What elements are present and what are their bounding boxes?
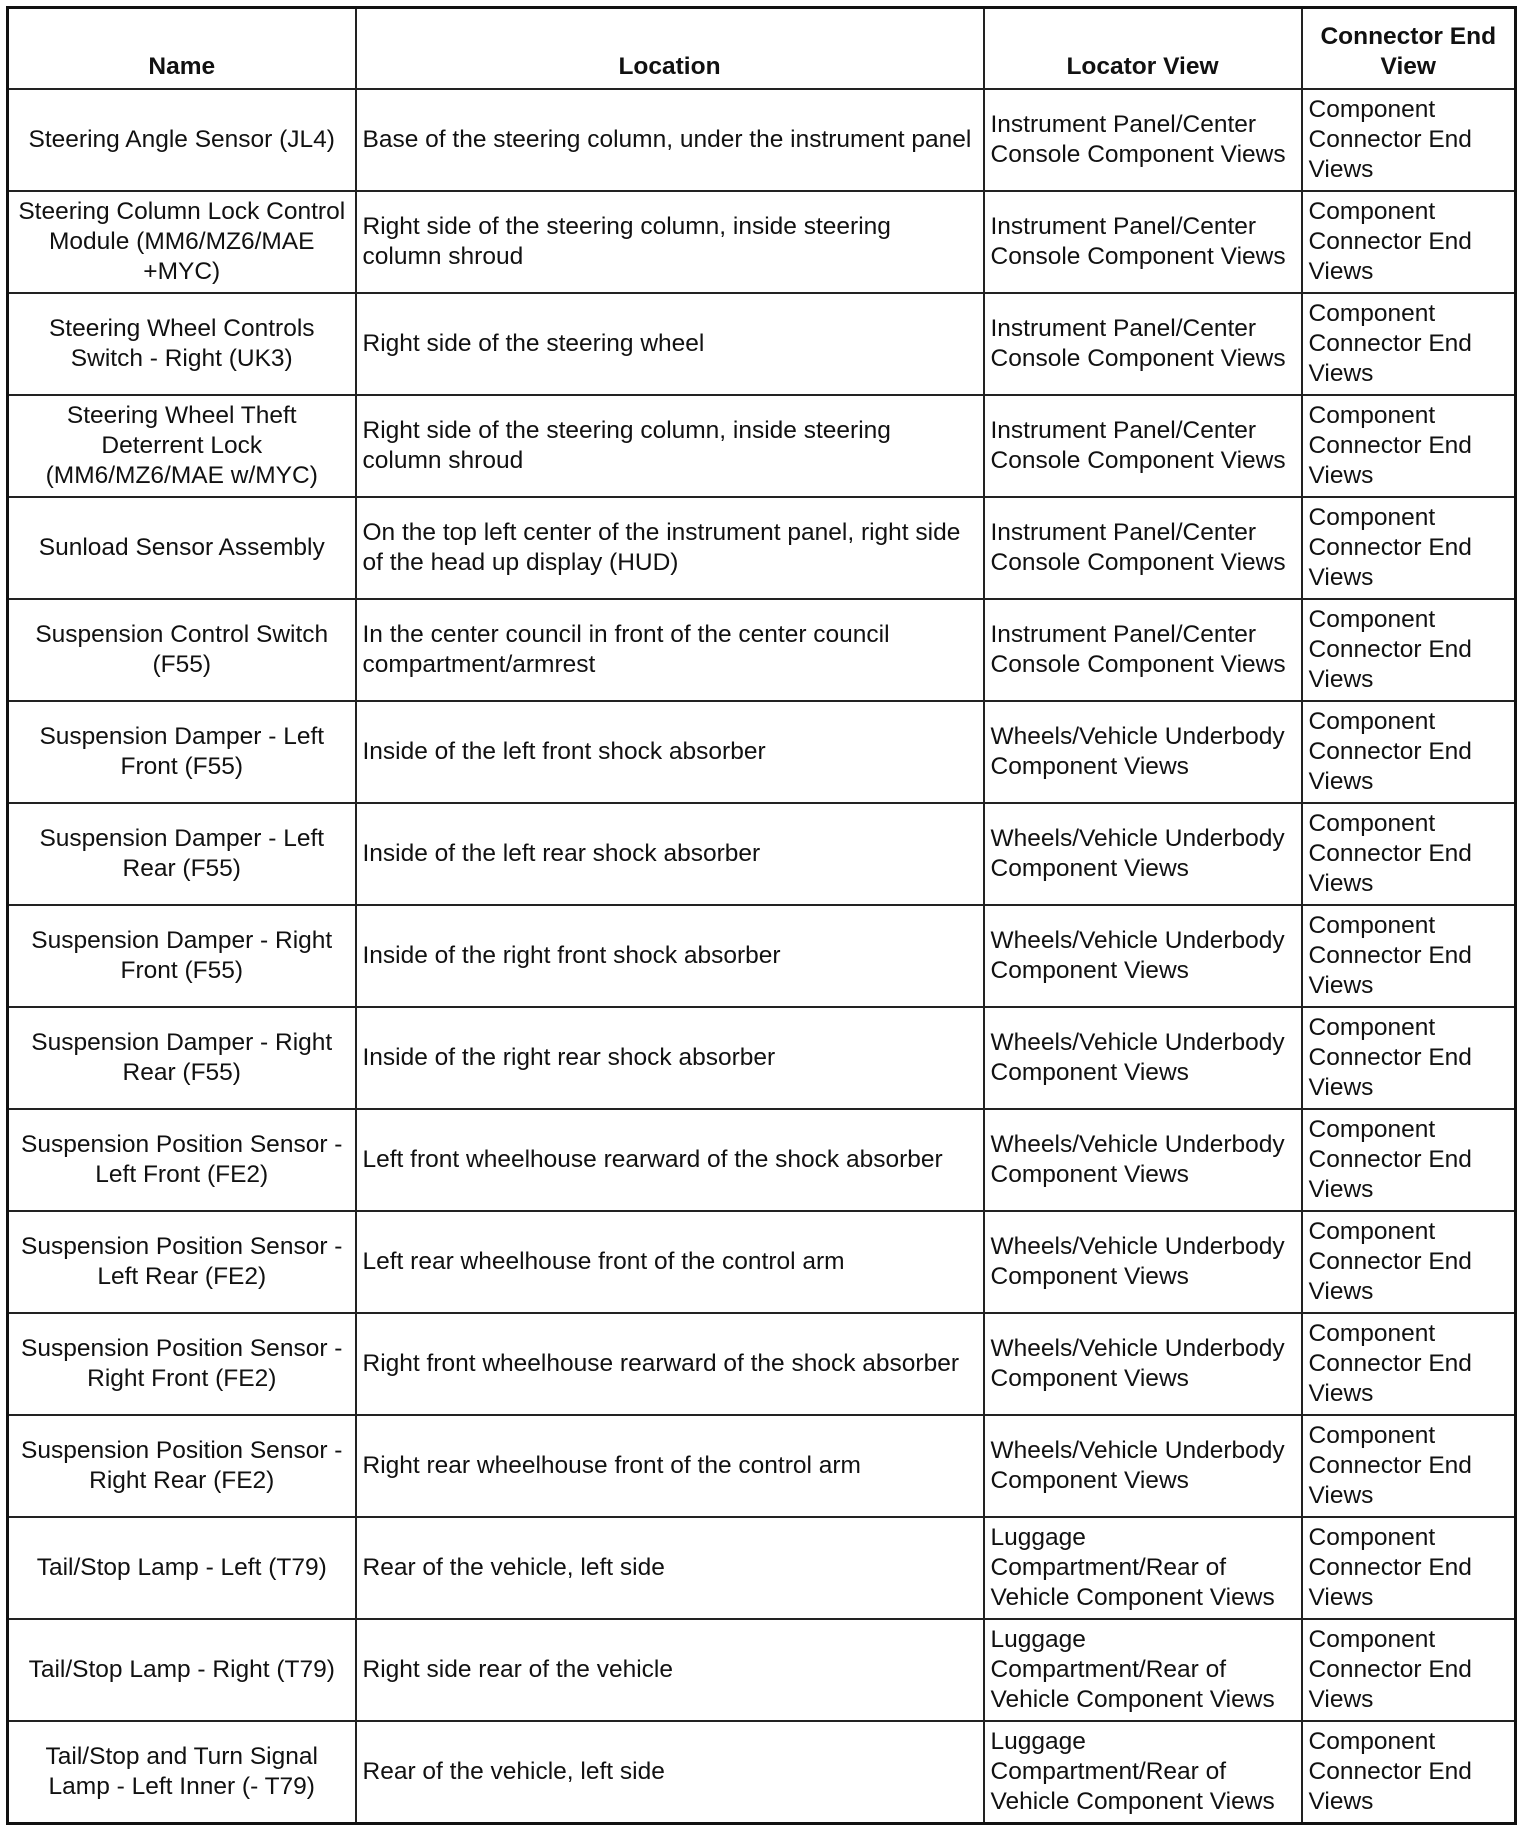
table-row <box>8 599 1516 701</box>
column-header-name: Name <box>8 8 356 90</box>
table-row <box>8 701 1516 803</box>
cell-name: Tail/Stop Lamp - Right (T79) <box>8 1619 356 1721</box>
cell-locator-view: Instrument Panel/Center Console Component Views <box>984 293 1302 395</box>
cell-connector-end-view: Component Connector End Views <box>1302 1415 1516 1517</box>
cell-name: Steering Wheel Theft Deterrent Lock (MM6/MZ6/MAE w/MYC) <box>8 395 356 497</box>
cell-connector-end-view: Component Connector End Views <box>1302 701 1516 803</box>
cell-locator-view: Wheels/Vehicle Underbody Component Views <box>984 1415 1302 1517</box>
cell-location: Inside of the right rear shock absorber <box>356 1007 984 1109</box>
cell-location: Right side of the steering column, inside steering column shroud <box>356 191 984 293</box>
cell-locator-view: Instrument Panel/Center Console Component Views <box>984 395 1302 497</box>
cell-location: Right side of the steering wheel <box>356 293 984 395</box>
cell-locator-view: Wheels/Vehicle Underbody Component Views <box>984 1109 1302 1211</box>
cell-connector-end-view: Component Connector End Views <box>1302 293 1516 395</box>
table-row <box>8 1007 1516 1109</box>
cell-locator-view: Instrument Panel/Center Console Component Views <box>984 191 1302 293</box>
cell-location: Right rear wheelhouse front of the control arm <box>356 1415 984 1517</box>
cell-locator-view: Luggage Compartment/Rear of Vehicle Component Views <box>984 1619 1302 1721</box>
cell-name: Suspension Position Sensor - Left Front (FE2) <box>8 1109 356 1211</box>
cell-location: Rear of the vehicle, left side <box>356 1517 984 1619</box>
table-row <box>8 1313 1516 1415</box>
table-row <box>8 1109 1516 1211</box>
cell-location: Left front wheelhouse rearward of the shock absorber <box>356 1109 984 1211</box>
cell-name: Steering Wheel Controls Switch - Right (UK3) <box>8 293 356 395</box>
cell-name: Steering Angle Sensor (JL4) <box>8 89 356 191</box>
cell-location: Inside of the left front shock absorber <box>356 701 984 803</box>
cell-location: Left rear wheelhouse front of the control arm <box>356 1211 984 1313</box>
table-row <box>8 1415 1516 1517</box>
cell-connector-end-view: Component Connector End Views <box>1302 1007 1516 1109</box>
cell-connector-end-view: Component Connector End Views <box>1302 905 1516 1007</box>
cell-location: Inside of the right front shock absorber <box>356 905 984 1007</box>
cell-location: Base of the steering column, under the instrument panel <box>356 89 984 191</box>
cell-name: Tail/Stop and Turn Signal Lamp - Left Inner (- T79) <box>8 1721 356 1823</box>
component-locator-table <box>6 6 1517 1825</box>
cell-name: Suspension Position Sensor - Right Rear (FE2) <box>8 1415 356 1517</box>
cell-locator-view: Wheels/Vehicle Underbody Component Views <box>984 905 1302 1007</box>
cell-connector-end-view: Component Connector End Views <box>1302 191 1516 293</box>
cell-locator-view: Wheels/Vehicle Underbody Component Views <box>984 1007 1302 1109</box>
cell-connector-end-view: Component Connector End Views <box>1302 1721 1516 1823</box>
table-row <box>8 191 1516 293</box>
cell-location: Inside of the left rear shock absorber <box>356 803 984 905</box>
cell-name: Suspension Position Sensor - Left Rear (FE2) <box>8 1211 356 1313</box>
table-row <box>8 905 1516 1007</box>
cell-name: Suspension Position Sensor - Right Front (FE2) <box>8 1313 356 1415</box>
cell-location: Right front wheelhouse rearward of the shock absorber <box>356 1313 984 1415</box>
component-locator-table-wrapper <box>6 6 1514 1820</box>
column-header-locator-view: Locator View <box>984 8 1302 90</box>
cell-locator-view: Luggage Compartment/Rear of Vehicle Component Views <box>984 1721 1302 1823</box>
cell-location: Right side of the steering column, inside steering column shroud <box>356 395 984 497</box>
cell-location: Rear of the vehicle, left side <box>356 1721 984 1823</box>
cell-connector-end-view: Component Connector End Views <box>1302 803 1516 905</box>
cell-name: Tail/Stop Lamp - Left (T79) <box>8 1517 356 1619</box>
cell-connector-end-view: Component Connector End Views <box>1302 497 1516 599</box>
table-row <box>8 395 1516 497</box>
table-row <box>8 803 1516 905</box>
table-header-row <box>8 8 1516 90</box>
cell-connector-end-view: Component Connector End Views <box>1302 1313 1516 1415</box>
cell-locator-view: Instrument Panel/Center Console Component Views <box>984 89 1302 191</box>
table-row <box>8 1517 1516 1619</box>
cell-locator-view: Wheels/Vehicle Underbody Component Views <box>984 803 1302 905</box>
cell-connector-end-view: Component Connector End Views <box>1302 1109 1516 1211</box>
cell-name: Suspension Control Switch (F55) <box>8 599 356 701</box>
cell-connector-end-view: Component Connector End Views <box>1302 1211 1516 1313</box>
cell-location: In the center council in front of the center council compartment/armrest <box>356 599 984 701</box>
cell-name: Suspension Damper - Right Front (F55) <box>8 905 356 1007</box>
cell-locator-view: Wheels/Vehicle Underbody Component Views <box>984 701 1302 803</box>
cell-location: Right side rear of the vehicle <box>356 1619 984 1721</box>
cell-location: On the top left center of the instrument panel, right side of the head up display (HUD) <box>356 497 984 599</box>
cell-locator-view: Instrument Panel/Center Console Component Views <box>984 497 1302 599</box>
cell-connector-end-view: Component Connector End Views <box>1302 1619 1516 1721</box>
cell-name: Steering Column Lock Control Module (MM6/MZ6/MAE +MYC) <box>8 191 356 293</box>
cell-locator-view: Luggage Compartment/Rear of Vehicle Component Views <box>984 1517 1302 1619</box>
cell-name: Sunload Sensor Assembly <box>8 497 356 599</box>
cell-name: Suspension Damper - Left Rear (F55) <box>8 803 356 905</box>
table-row <box>8 1619 1516 1721</box>
table-row <box>8 1211 1516 1313</box>
cell-connector-end-view: Component Connector End Views <box>1302 1517 1516 1619</box>
column-header-location: Location <box>356 8 984 90</box>
cell-connector-end-view: Component Connector End Views <box>1302 599 1516 701</box>
cell-name: Suspension Damper - Left Front (F55) <box>8 701 356 803</box>
table-row <box>8 1721 1516 1823</box>
cell-connector-end-view: Component Connector End Views <box>1302 89 1516 191</box>
cell-name: Suspension Damper - Right Rear (F55) <box>8 1007 356 1109</box>
cell-locator-view: Wheels/Vehicle Underbody Component Views <box>984 1313 1302 1415</box>
table-row <box>8 89 1516 191</box>
table-row <box>8 293 1516 395</box>
cell-locator-view: Instrument Panel/Center Console Component Views <box>984 599 1302 701</box>
table-row <box>8 497 1516 599</box>
cell-locator-view: Wheels/Vehicle Underbody Component Views <box>984 1211 1302 1313</box>
cell-connector-end-view: Component Connector End Views <box>1302 395 1516 497</box>
column-header-connector-end-view: Connector End View <box>1302 8 1516 90</box>
